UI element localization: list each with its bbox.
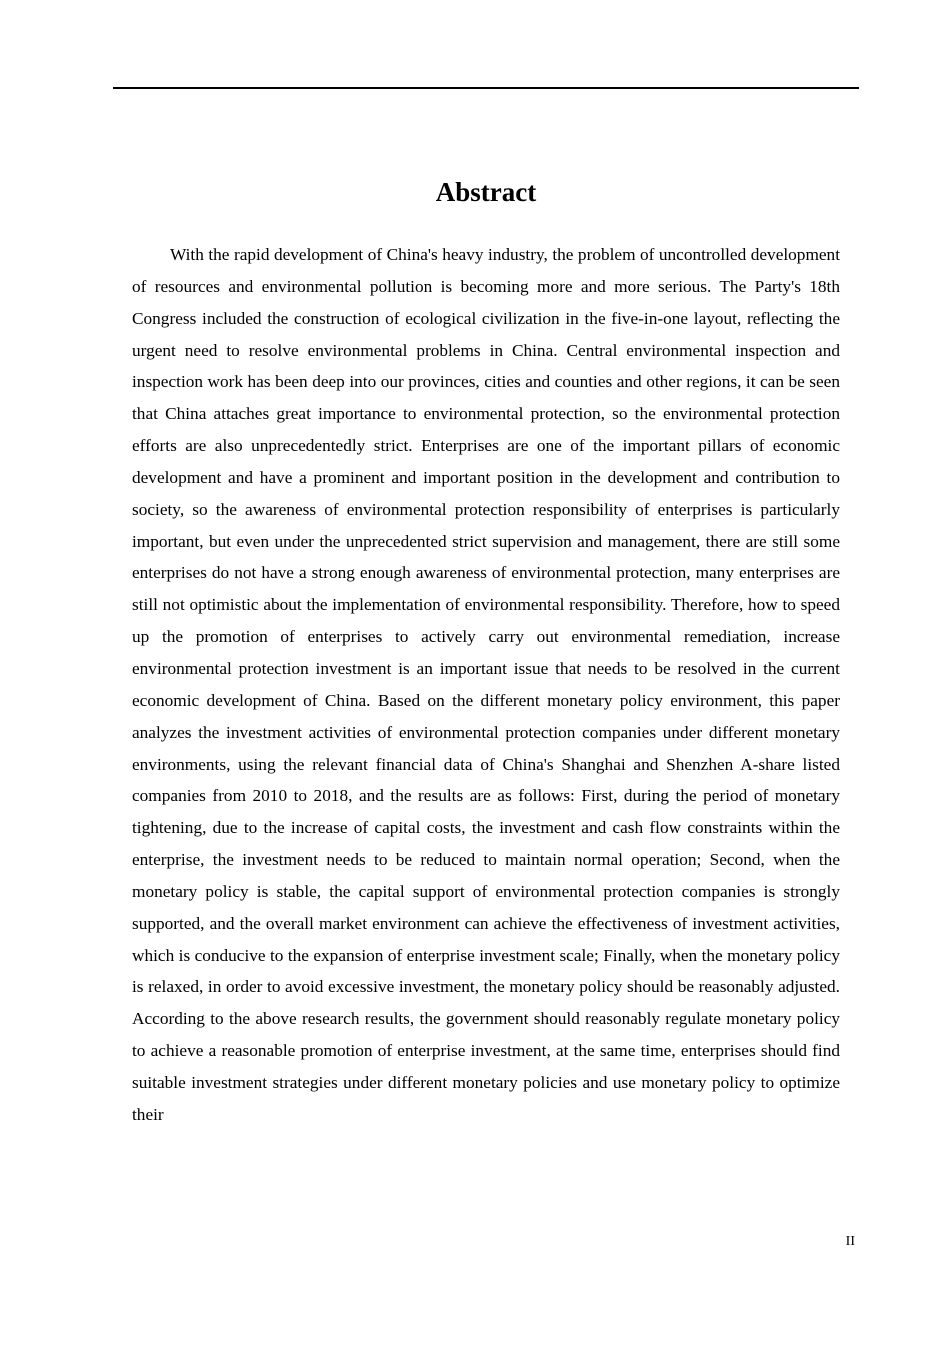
page-number: II: [845, 1234, 855, 1249]
header-rule: [113, 87, 859, 89]
page-title: Abstract: [435, 177, 537, 207]
abstract-body: With the rapid development of China's heavy industry, the problem of uncontrolled development of resources and environmental pollution is becoming more and more serious. The Party's 18th Congress included the construction of ecological civilization in the five-in-one layout, reflecting the urgent need to resolve environmental problems in China. Central environmental inspection and inspection work has been deep into our provinces, cities and counties and other regions, it can be seen that China attaches great importance to environmental protection, so the environmental protection efforts are also unprecedentedly strict. Enterprises are one of the important pillars of economic development and have a prominent and important position in the development and contribution to society, so the awareness of environmental protection responsibility of enterprises is particularly important, but even under the unprecedented strict supervision and management, there are still some enterprises do not have a strong enough awareness of environmental protection, many enterprises are still not optimistic about the implementation of environmental responsibility. Therefore, how to speed up the promotion of enterprises to actively carry out environmental remediation, increase environmental protection investment is an important issue that needs to be resolved in the current economic development of China. Based on the different monetary policy environment, this paper analyzes the investment activities of environmental protection companies under different monetary environments, using the relevant financial data of China's Shanghai and Shenzhen A-share listed companies from 2010 to 2018, and the results are as follows: First, during the period of monetary tightening, due to the increase of capital costs, the investment and cash flow constraints within the enterprise, the investment needs to be reduced to maintain normal operation; Second, when the monetary policy is stable, the capital support of environmental protection companies is strongly supported, and the overall market environment can achieve the effectiveness of investment activities, which is conducive to the expansion of enterprise investment scale; Finally, when the monetary policy is relaxed, in order to avoid excessive investment, the monetary policy should be reasonably adjusted. According to the above research results, the government should reasonably regulate monetary policy to achieve a reasonable promotion of enterprise investment, at the same time, enterprises should find suitable investment strategies under different monetary policies and use monetary policy to optimize their: [132, 245, 840, 1124]
